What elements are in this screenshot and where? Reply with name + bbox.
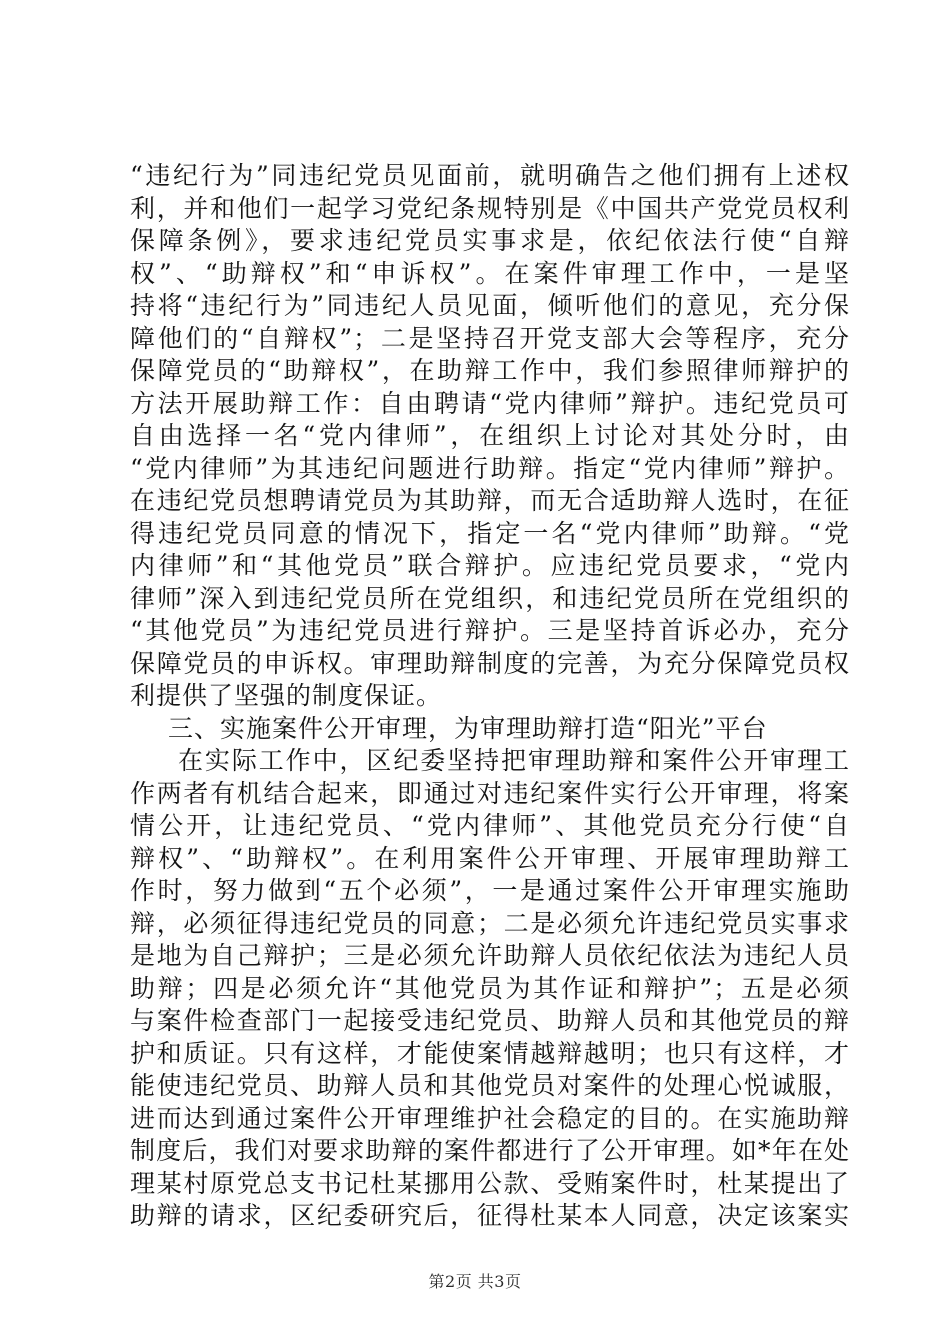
text-line: 助辩；四是必须允许“其他党员为其作证和辩护”；五是必须: [130, 973, 850, 1003]
text-line: 权”、“助辩权”和“申诉权”。在案件审理工作中，一是坚: [130, 258, 850, 288]
text-line: “党内律师”为其违纪问题进行助辩。指定“党内律师”辩护。: [130, 453, 850, 483]
text-line: 护和质证。只有这样，才能使案情越辩越明；也只有这样，才: [130, 1038, 850, 1068]
text-line: 得违纪党员同意的情况下，指定一名“党内律师”助辩。“党: [130, 518, 850, 548]
text-line: 律师”深入到违纪党员所在党组织，和违纪党员所在党组织的: [130, 583, 850, 613]
section-heading: 三、实施案件公开审理，为审理助辩打造“阳光”平台: [168, 713, 768, 743]
text-line: 能使违纪党员、助辩人员和其他党员对案件的处理心悦诚服，: [130, 1071, 850, 1100]
text-line: “其他党员”为违纪党员进行辩护。三是坚持首诉必办，充分: [130, 616, 850, 645]
text-line: 作两者有机结合起来，即通过对违纪案件实行公开审理，将案: [130, 778, 850, 808]
text-line: 是地为自己辩护；三是必须允许助辩人员依纪依法为违纪人员: [130, 941, 850, 970]
text-line: 方法开展助辩工作：自由聘请“党内律师”辩护。违纪党员可: [130, 388, 850, 418]
text-line: 助辩的请求，区纪委研究后，征得杜某本人同意，决定该案实: [130, 1201, 850, 1230]
text-line: 情公开，让违纪党员、“党内律师”、其他党员充分行使“自: [130, 811, 850, 840]
text-line: 在违纪党员想聘请党员为其助辩，而无合适助辩人选时，在征: [130, 486, 850, 515]
text-line: 保障党员的“助辩权”，在助辩工作中，我们参照律师辩护的: [130, 356, 850, 385]
text-line: 作时，努力做到“五个必须”，一是通过案件公开审理实施助: [130, 876, 850, 905]
text-line: 在实际工作中，区纪委坚持把审理助辩和案件公开审理工: [178, 746, 850, 775]
text-line: 内律师”和“其他党员”联合辩护。应违纪党员要求，“党内: [130, 551, 850, 580]
page-number-footer: 第2页 共3页: [428, 1272, 522, 1291]
document-body: [130, 160, 850, 1233]
text-line: 持将“违纪行为”同违纪人员见面，倾听他们的意见，充分保: [130, 291, 850, 320]
text-line: “违纪行为”同违纪党员见面前，就明确告之他们拥有上述权: [130, 161, 850, 190]
text-line: 利，并和他们一起学习党纪条规特别是《中国共产党党员权利: [130, 193, 850, 223]
text-line: 保障党员的申诉权。审理助辩制度的完善，为充分保障党员权: [130, 648, 850, 678]
text-line: 辩，必须征得违纪党员的同意；二是必须允许违纪党员实事求: [130, 908, 850, 938]
text-line: 与案件检查部门一起接受违纪党员、助辩人员和其他党员的辩: [130, 1006, 850, 1035]
text-line: 自由选择一名“党内律师”，在组织上讨论对其处分时，由: [130, 421, 850, 450]
text-line: 进而达到通过案件公开审理维护社会稳定的目的。在实施助辩: [130, 1103, 850, 1133]
text-line: 理某村原党总支书记杜某挪用公款、受贿案件时，杜某提出了: [130, 1168, 850, 1198]
text-line: 辩权”、“助辩权”。在利用案件公开审理、开展审理助辩工: [130, 843, 850, 873]
text-line: 保障条例》，要求违纪党员实事求是，依纪依法行使“自辩: [130, 226, 850, 255]
text-line: 障他们的“自辩权”；二是坚持召开党支部大会等程序，充分: [130, 323, 850, 353]
text-line: 制度后，我们对要求助辩的案件都进行了公开审理。如*年在处: [130, 1136, 850, 1165]
text-line: 利提供了坚强的制度保证。: [130, 681, 443, 710]
